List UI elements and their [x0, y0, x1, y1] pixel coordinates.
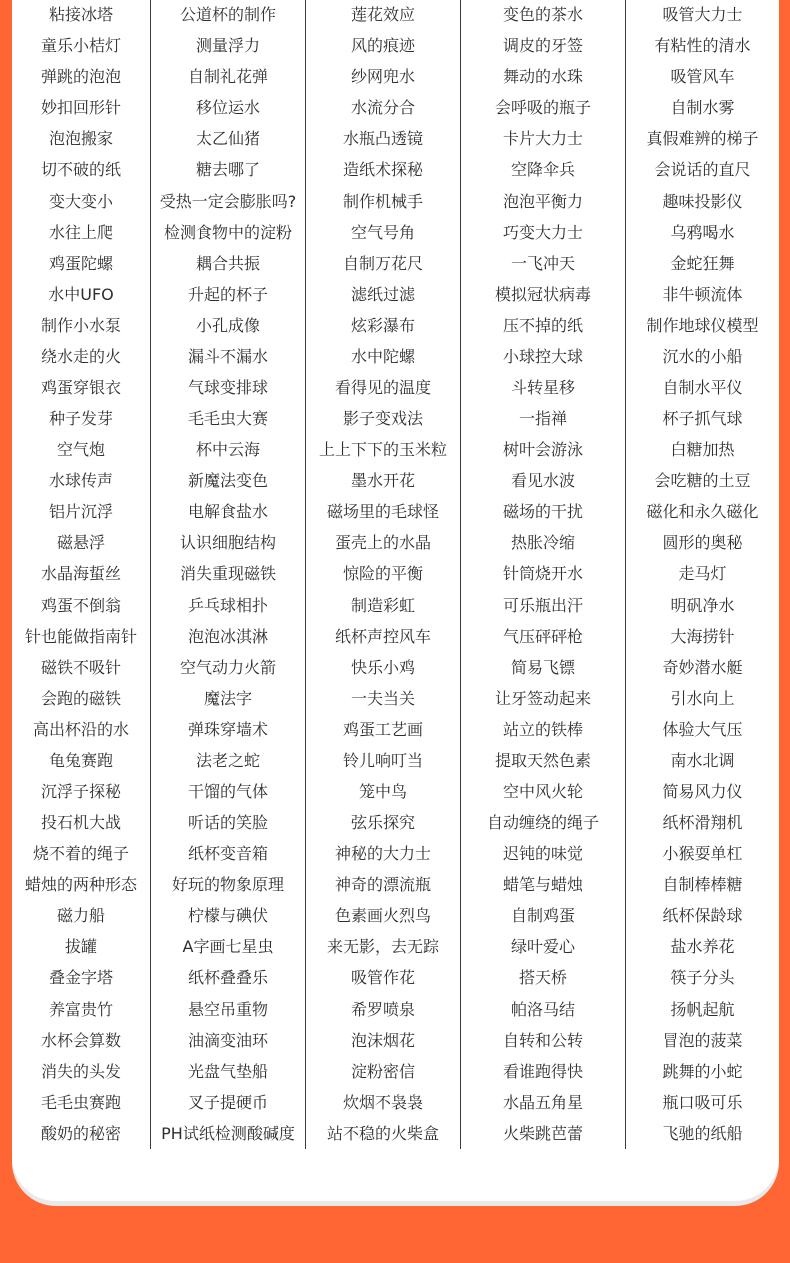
- experiment-item: 空降伞兵: [510, 160, 575, 180]
- experiment-item: 自制水平仪: [662, 377, 743, 397]
- experiment-item: 滤纸过滤: [350, 284, 415, 304]
- experiment-item: 树叶会游泳: [502, 440, 583, 460]
- experiment-item: 非牛顿流体: [662, 284, 743, 304]
- experiment-item: 制造彩虹: [350, 595, 415, 615]
- experiment-item: 圆形的奥秘: [662, 533, 743, 553]
- experiment-item: 趣味投影仪: [662, 191, 743, 211]
- experiment-item: 模拟冠状病毒: [494, 284, 591, 304]
- experiment-item: 简易风力仪: [662, 781, 743, 801]
- experiment-item: 磁力船: [56, 906, 105, 926]
- experiment-item: 检测食物中的淀粉: [163, 222, 292, 242]
- experiment-item: 绿叶爱心: [510, 937, 575, 957]
- experiment-item: 听话的笑脸: [187, 813, 268, 833]
- experiment-item: 会说话的直尺: [654, 160, 751, 180]
- experiment-item: 站不稳的火柴盒: [326, 1123, 439, 1143]
- experiment-item: 跳舞的小蛇: [662, 1061, 743, 1081]
- experiment-item: 耦合共振: [195, 253, 260, 273]
- experiment-item: 淀粉密信: [350, 1061, 415, 1081]
- experiment-item: 莲花效应: [350, 5, 415, 24]
- experiment-item: 空气动力火箭: [179, 657, 276, 677]
- experiment-item: 漏斗不漏水: [187, 346, 268, 366]
- experiment-item: 鸡蛋穿银衣: [40, 377, 121, 397]
- experiment-item: 消失重现磁铁: [179, 564, 276, 584]
- experiment-item: 油滴变油环: [187, 1030, 268, 1050]
- experiment-item: 明矾净水: [670, 595, 735, 615]
- experiment-item: 希罗喷泉: [350, 999, 415, 1019]
- experiment-item: 白糖加热: [670, 440, 735, 460]
- experiment-item: 乒乓球相扑: [187, 595, 268, 615]
- experiment-item: 上上下下的玉米粒: [318, 440, 447, 460]
- experiment-item: A字画七星虫: [182, 937, 274, 957]
- experiment-item: 小球控大球: [502, 346, 583, 366]
- experiment-item: 受热一定会膨胀吗?: [159, 191, 297, 211]
- experiment-item: 叠金字塔: [48, 968, 113, 988]
- experiment-item: 气球变排球: [187, 377, 268, 397]
- experiment-item: 走马灯: [678, 564, 727, 584]
- experiment-column: [305, 0, 460, 1149]
- experiment-item: 纸杯滑翔机: [662, 813, 743, 833]
- experiment-item: 乌鸦喝水: [670, 222, 735, 242]
- experiment-item: 飞驰的纸船: [662, 1123, 743, 1143]
- experiment-item: 制作小水泵: [40, 315, 121, 335]
- experiment-item: 水往上爬: [48, 222, 113, 242]
- experiment-item: 自转和公转: [502, 1030, 583, 1050]
- experiment-item: 帕洛马结: [510, 999, 575, 1019]
- experiment-item: 杯子抓气球: [662, 409, 743, 429]
- experiment-item: 风的痕迹: [350, 36, 415, 56]
- experiment-item: 自制水雾: [670, 98, 735, 118]
- experiment-item: 酸奶的秘密: [40, 1123, 121, 1143]
- experiment-item: 简易飞镖: [510, 657, 575, 677]
- experiment-item: 纱网兜水: [350, 67, 415, 87]
- experiment-column: [12, 0, 150, 1149]
- experiment-item: 炫彩瀑布: [350, 315, 415, 335]
- experiment-item: 热胀冷缩: [510, 533, 575, 553]
- experiment-item: 磁场的干扰: [502, 502, 583, 522]
- experiment-item: 看得见的温度: [334, 377, 431, 397]
- experiment-item: 制作地球仪模型: [646, 315, 759, 335]
- experiment-column: [625, 0, 779, 1149]
- experiment-item: 冒泡的菠菜: [662, 1030, 743, 1050]
- experiment-item: 烧不着的绳子: [32, 844, 129, 864]
- experiment-item: 自动缠绕的绳子: [486, 813, 599, 833]
- experiment-item: 魔法字: [203, 688, 252, 708]
- experiment-item: 泡泡搬家: [48, 129, 113, 149]
- experiment-item: 神奇的漂流瓶: [334, 875, 431, 895]
- experiment-item: 压不掉的纸: [502, 315, 583, 335]
- experiment-item: 弦乐探究: [350, 813, 415, 833]
- experiment-item: 针也能做指南针: [24, 626, 137, 646]
- experiment-item: 自制礼花弹: [187, 67, 268, 87]
- experiment-item: 沉水的小船: [662, 346, 743, 366]
- experiment-item: 来无影，去无踪: [326, 937, 439, 957]
- experiment-item: 磁场里的毛球怪: [326, 502, 439, 522]
- experiment-item: 一夫当关: [350, 688, 415, 708]
- experiment-item: 水中UFO: [48, 284, 114, 304]
- experiment-item: 纸杯声控风车: [334, 626, 431, 646]
- experiment-item: 鸡蛋陀螺: [48, 253, 113, 273]
- experiment-item: 真假难辨的梯子: [646, 129, 759, 149]
- experiment-item: 太乙仙猪: [195, 129, 260, 149]
- experiment-item: 电解食盐水: [187, 502, 268, 522]
- experiment-item: 一指禅: [518, 409, 567, 429]
- experiment-item: 大海捞针: [670, 626, 735, 646]
- experiment-item: 磁悬浮: [56, 533, 105, 553]
- experiment-item: 公道杯的制作: [179, 5, 276, 24]
- experiment-item: 筷子分头: [670, 968, 735, 988]
- experiment-item: 提取天然色素: [494, 750, 591, 770]
- experiment-item: 惊险的平衡: [342, 564, 423, 584]
- experiment-item: 有粘性的清水: [654, 36, 751, 56]
- experiment-item: 养富贵竹: [48, 999, 113, 1019]
- experiment-item: 弹珠穿墙术: [187, 719, 268, 739]
- experiment-item: 磁化和永久磁化: [646, 502, 759, 522]
- experiment-table: [12, 0, 779, 1149]
- experiment-item: 迟钝的味觉: [502, 844, 583, 864]
- experiment-item: 柠檬与碘伏: [187, 906, 268, 926]
- experiment-item: 拔罐: [64, 937, 97, 957]
- experiment-item: 高出杯沿的水: [32, 719, 129, 739]
- experiment-item: 会吃糖的土豆: [654, 471, 751, 491]
- experiment-item: 铝片沉浮: [48, 502, 113, 522]
- experiment-item: 水流分合: [350, 98, 415, 118]
- experiment-item: 切不破的纸: [40, 160, 121, 180]
- experiment-item: 小孔成像: [195, 315, 260, 335]
- experiment-item: 搭天桥: [518, 968, 567, 988]
- experiment-item: 气压砰砰枪: [502, 626, 583, 646]
- experiment-item: 消失的头发: [40, 1061, 121, 1081]
- experiment-item: 会跑的磁铁: [40, 688, 121, 708]
- experiment-item: 一飞冲天: [510, 253, 575, 273]
- experiment-item: 自制鸡蛋: [510, 906, 575, 926]
- experiment-item: 悬空吊重物: [187, 999, 268, 1019]
- experiment-item: 奇妙潜水艇: [662, 657, 743, 677]
- experiment-item: 毛毛虫赛跑: [40, 1092, 121, 1112]
- experiment-item: 引水向上: [670, 688, 735, 708]
- experiment-item: 空气炮: [56, 440, 105, 460]
- experiment-item: 认识细胞结构: [179, 533, 276, 553]
- experiment-item: 吸管作花: [350, 968, 415, 988]
- experiment-item: 蛋壳上的水晶: [334, 533, 431, 553]
- experiment-item: 水晶五角星: [502, 1092, 583, 1112]
- experiment-item: 小猴耍单杠: [662, 844, 743, 864]
- experiment-item: 纸杯变音箱: [187, 844, 268, 864]
- experiment-item: 测量浮力: [195, 36, 260, 56]
- experiment-item: 让牙签动起来: [494, 688, 591, 708]
- experiment-item: 水中陀螺: [350, 346, 415, 366]
- experiment-item: 干馏的气体: [187, 781, 268, 801]
- experiment-item: 妙扣回形针: [40, 98, 121, 118]
- experiment-item: 铃儿响叮当: [342, 750, 423, 770]
- experiment-item: 绕水走的火: [40, 346, 121, 366]
- experiment-item: 投石机大战: [40, 813, 121, 833]
- experiment-item: 鸡蛋工艺画: [342, 719, 423, 739]
- experiment-list-card: [12, 0, 779, 1201]
- experiment-item: 纸杯叠叠乐: [187, 968, 268, 988]
- experiment-item: 色素画火烈鸟: [334, 906, 431, 926]
- experiment-item: 快乐小鸡: [350, 657, 415, 677]
- experiment-item: 自制万花尺: [342, 253, 423, 273]
- experiment-item: PH试纸检测酸碱度: [161, 1123, 295, 1143]
- experiment-item: 火柴跳芭蕾: [502, 1123, 583, 1143]
- experiment-item: 光盘气垫船: [187, 1061, 268, 1081]
- experiment-item: 水瓶凸透镜: [342, 129, 423, 149]
- experiment-item: 童乐小桔灯: [40, 36, 121, 56]
- experiment-item: 针筒烧开水: [502, 564, 583, 584]
- experiment-item: 变色的茶水: [502, 5, 583, 24]
- experiment-item: 水晶海蜇丝: [40, 564, 121, 584]
- experiment-item: 会呼吸的瓶子: [494, 98, 591, 118]
- experiment-item: 空中风火轮: [502, 781, 583, 801]
- experiment-item: 沉浮子探秘: [40, 781, 121, 801]
- experiment-item: 毛毛虫大赛: [187, 409, 268, 429]
- experiment-item: 制作机械手: [342, 191, 423, 211]
- experiment-item: 移位运水: [195, 98, 260, 118]
- experiment-item: 水杯会算数: [40, 1030, 121, 1050]
- experiment-item: 纸杯保龄球: [662, 906, 743, 926]
- experiment-item: 神秘的大力士: [334, 844, 431, 864]
- experiment-item: 可乐瓶出汗: [502, 595, 583, 615]
- experiment-item: 看谁跑得快: [502, 1061, 583, 1081]
- experiment-item: 笼中鸟: [358, 781, 407, 801]
- experiment-item: 斗转星移: [510, 377, 575, 397]
- experiment-item: 扬帆起航: [670, 999, 735, 1019]
- experiment-item: 金蛇狂舞: [670, 253, 735, 273]
- experiment-item: 调皮的牙签: [502, 36, 583, 56]
- experiment-item: 磁铁不吸针: [40, 657, 121, 677]
- experiment-item: 看见水波: [510, 471, 575, 491]
- experiment-item: 空气号角: [350, 222, 415, 242]
- experiment-item: 水球传声: [48, 471, 113, 491]
- experiment-item: 变大变小: [48, 191, 113, 211]
- experiment-item: 粘接冰塔: [48, 5, 113, 24]
- experiment-item: 叉子提硬币: [187, 1092, 268, 1112]
- experiment-item: 泡沫烟花: [350, 1030, 415, 1050]
- experiment-item: 巧变大力士: [502, 222, 583, 242]
- experiment-item: 造纸术探秘: [342, 160, 423, 180]
- experiment-item: 法老之蛇: [195, 750, 260, 770]
- experiment-item: 蜡笔与蜡烛: [502, 875, 583, 895]
- experiment-item: 吸管风车: [670, 67, 735, 87]
- experiment-item: 体验大气压: [662, 719, 743, 739]
- experiment-item: 新魔法变色: [187, 471, 268, 491]
- experiment-item: 炊烟不袅袅: [342, 1092, 423, 1112]
- experiment-column: [460, 0, 625, 1149]
- experiment-item: 升起的杯子: [187, 284, 268, 304]
- experiment-column: [150, 0, 305, 1149]
- experiment-item: 南水北调: [670, 750, 735, 770]
- experiment-item: 吸管大力士: [662, 5, 743, 24]
- experiment-item: 舞动的水珠: [502, 67, 583, 87]
- experiment-item: 泡泡冰淇淋: [187, 626, 268, 646]
- experiment-item: 站立的铁棒: [502, 719, 583, 739]
- experiment-item: 自制棒棒糖: [662, 875, 743, 895]
- experiment-item: 影子变戏法: [342, 409, 423, 429]
- experiment-item: 种子发芽: [48, 409, 113, 429]
- experiment-item: 鸡蛋不倒翁: [40, 595, 121, 615]
- experiment-item: 糖去哪了: [195, 160, 260, 180]
- experiment-item: 墨水开花: [350, 471, 415, 491]
- experiment-item: 瓶口吸可乐: [662, 1092, 743, 1112]
- experiment-item: 杯中云海: [195, 440, 260, 460]
- experiment-item: 盐水养花: [670, 937, 735, 957]
- experiment-item: 蜡烛的两种形态: [24, 875, 137, 895]
- experiment-item: 好玩的物象原理: [171, 875, 284, 895]
- experiment-item: 龟兔赛跑: [48, 750, 113, 770]
- experiment-item: 弹跳的泡泡: [40, 67, 121, 87]
- experiment-item: 卡片大力士: [502, 129, 583, 149]
- experiment-item: 泡泡平衡力: [502, 191, 583, 211]
